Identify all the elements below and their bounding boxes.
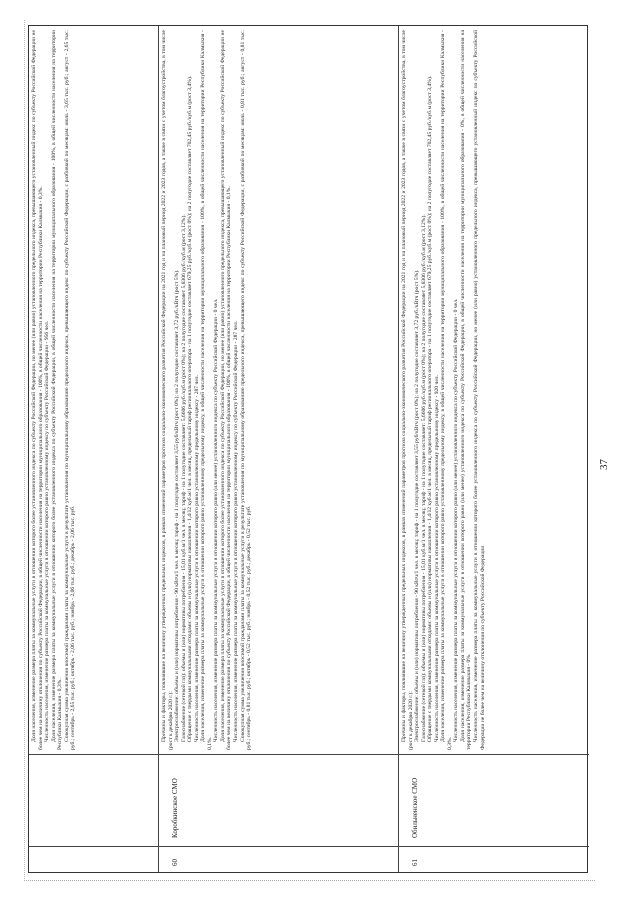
paragraph: Доля населения, изменение размера платы за коммунальные услуги в отношении которого более установленного индекса по субъекту Российской Федерации, но менее (или равно) установленного предельного индекса, превышающего установленный индекс по субъекту Российской Федерации не более чем на величину отклонения по субъекту Российской Федерации, в общей численности населения на территории муниципального образования - 100%, в общей численности населения на территории Республики Калмыкия - 0,1%. [219,30,233,750]
municipality-cell [399,754,589,846]
paragraph: Обращение с твердыми коммунальными отходами: объемы и (или) нормативы накопления - 1,4/12 куб.м/1 чел. в месяц, предельный тариф регионального оператора - на 1 полугодие составляет 679,25 руб./куб.м (рост 0%); на 2 полугодие составляет 702,45 руб./куб.м (рост 3,4%). [427,75,434,742]
paragraph: Электроснабжение: объемы и (или) нормативы потребления - 90 кВтч/1 чел. в месяц; тариф - на 1 полугодие составляет 3,55 руб/кВтч (рост 0%); на 2 полугодие составляет 3,72 руб./кВтч (рост 5%). [174,269,181,742]
paragraph: Численность населения, изменение размера платы за коммунальные услуги в отношении которого равно установленному предельному индексу - 920 чел. [433,375,440,742]
paragraph: Доля населения, изменение размера платы за коммунальные услуги в отношении которого более установленного индекса по субъекту Российской Федерации, но менее (или равно) установленного предельного индекса, превышающего установленный индекс по субъекту Российской Федерации не более чем на величину отклонения по субъекту Российской Федерации, в общей численности населения на территории муниципального образования - 100%, в общей численности населения на территории Республики Калмыкия - 0,3%. [31,30,44,750]
paragraph: Численность населения, изменение размера платы за коммунальные услуги в отношении которого равно установленному предельному индексу - 287 чел. [193,375,200,742]
paragraph: Численность населения, изменение размера платы за коммунальные услуги в отношении которого равно (или менее) установленного индекса по субъекту Российской Федерации - 0 чел. [213,298,220,742]
row-number: 61 [411,859,419,866]
paragraph: Газоснабжение (сетевой газ): объемы и (или) нормативы потребления - 15,01 куб.м/1 чел. в месяц; тариф - на 1 полугодие составляет: 5,6606 руб./куб.м (рост 0%); на 2 полугодие составляет 5,8306 руб./куб.м (рост 3,12%). [420,214,427,742]
paragraph: Доля населения, изменение размера платы за коммунальные услуги в отношении которого равно (или менее) установленного индекса по субъекту Российской Федерации, в общей численности населения на территории муниципального образования - 0%, в общей численности населения на территории Республики Калмыкия - 0%. [459,30,473,750]
description-cell [29,26,158,754]
paragraph: Численность населения, изменение размера платы за коммунальные услуги в отношении которого равно (или менее) установленного индекса по субъекту Российской Федерации - 0 чел. [453,298,460,742]
paragraph: Совокупная сумма увеличения вносимой гражданами платы за коммунальные услуги в результате установления по муниципальному образованию предельного индекса, превышающего индекс по субъекту Российской Федерации, с разбивкой по месяцам: июль - 0,81 тыс. руб.; август - 0,81 тыс. руб.; сентябрь - 0,81 тыс. руб.; октябрь - 0,52 тыс. руб.; ноябрь - 0,52 тыс. руб.; декабрь - 0,52 тыс. руб. [239,30,253,750]
municipality-name: Обильненское СМО [411,777,419,838]
municipality-cell [159,754,398,846]
municipality-name: Коробкинское СМО [171,778,179,838]
paragraph: Численность населения, изменение размера платы за коммунальные услуги в отношении которого равно установленному индексу по субъекту Российской Федерации - 287 чел. [233,320,240,742]
paragraph: Причины и факторы, повлиявшие на величину утвержденных предельных индексов, в рамках изменений параметров прогноза социально-экономического развития Российской Федерации на 2021 год и на плановый период 2022 и 2023 годов, а также в связи с учетом благоустройства, в том числе (рост к декабрю 2020 г.): [161,30,174,750]
row-number-cell [399,846,589,872]
paragraph: Электроснабжение: объемы и (или) нормативы потребления - 90 кВтч/1 чел. в месяц; тариф - на 1 полугодие составляет 3,55 руб/кВтч (рост 0%); на 2 полугодие составляет 3,72 руб./кВтч (рост 5%). [414,269,421,742]
paragraph: Численность населения, изменение размера платы за коммунальные услуги в отношении которого более установленного индекса по субъекту Российской Федерации, но менее (или равно) установленного предельного индекса, превышающего установленный индекс по субъекту Российской Федерации не более чем на величину отклонения по субъекту Российской Федерации [473,30,486,750]
row-number: 60 [171,859,179,866]
description-cell [159,26,398,754]
row-number-cell [159,846,398,872]
table-row [29,26,159,872]
paragraph: Доля населения, изменение размера платы за коммунальные услуги в отношении которого равно установленному предельному индексу, в общей численности населения на территории муниципального образования - 100%, в общей численности населения на территории Республики Калмыкия - 0,3%. [440,30,453,750]
paragraph: Газоснабжение (сетевой газ): объемы и (или) нормативы потребления - 15,01 куб.м/1 чел. в месяц; тариф - на 1 полугодие составляет: 5,6606 руб./куб.м (рост 0%); на 2 полугодие составляет 5,8306 руб./куб.м (рост 3,12%). [180,214,187,742]
table-row [159,26,399,872]
paragraph: Обращение с твердыми коммунальными отходами: объемы и (или) нормативы накопления - 1,4/12 куб.м/1 чел. в месяц, предельный тариф регионального оператора - на 1 полугодие составляет 679,25 руб./куб.м (рост 0%); на 2 полугодие составляет 702,45 руб./куб.м (рост 3,4%). [187,75,194,742]
row-number-cell [29,846,158,872]
paragraph: Совокупная сумма увеличения вносимой гражданами платы за коммунальные услуги в результате установления по муниципальному образованию предельного индекса, превышающего индекс по субъекту Российской Федерации, с разбивкой по месяцам: июль - 3,65 тыс. руб.; август - 2,65 тыс. руб.; сентябрь - 2,65 тыс. руб.; октябрь - 2,06 тыс. руб.; ноябрь - 2,06 тыс. руб.; декабрь - 2,06 тыс. руб. [63,30,77,750]
paragraph: Доля населения, изменение размера платы за коммунальные услуги в отношении которого равно установленному предельному индексу, в общей численности населения на территории муниципального образования - 100%, в общей численности населения на территории Республики Калмыкия - 0,1%. [200,30,213,750]
paragraph: Численность населения, изменение размера платы за коммунальные услуги в отношении которого равно установленному индексу по субъекту Российской Федерации - 956 чел. [44,320,51,742]
description-cell [399,26,589,754]
paragraph: Причины и факторы, повлиявшие на величину утвержденных предельных индексов, в рамках изменений параметров прогноза социально-экономического развития Российской Федерации на 2021 год и на плановый период 2022 и 2023 годов, а также в связи с учетом благоустройства, в том числе (рост к декабрю 2020 г.): [401,30,414,750]
page-number: 37 [598,459,610,470]
table-row [399,26,589,872]
paragraph: Доля населения, изменение размера платы за коммунальные услуги в отношении которого более установленного индекса по субъекту Российской Федерации, в общей численности населения на территории муниципального образования - 100%, в общей численности населения на территории Республики Калмыкия - 0,3%. [50,30,64,750]
table [28,25,588,873]
municipality-cell [29,754,158,846]
